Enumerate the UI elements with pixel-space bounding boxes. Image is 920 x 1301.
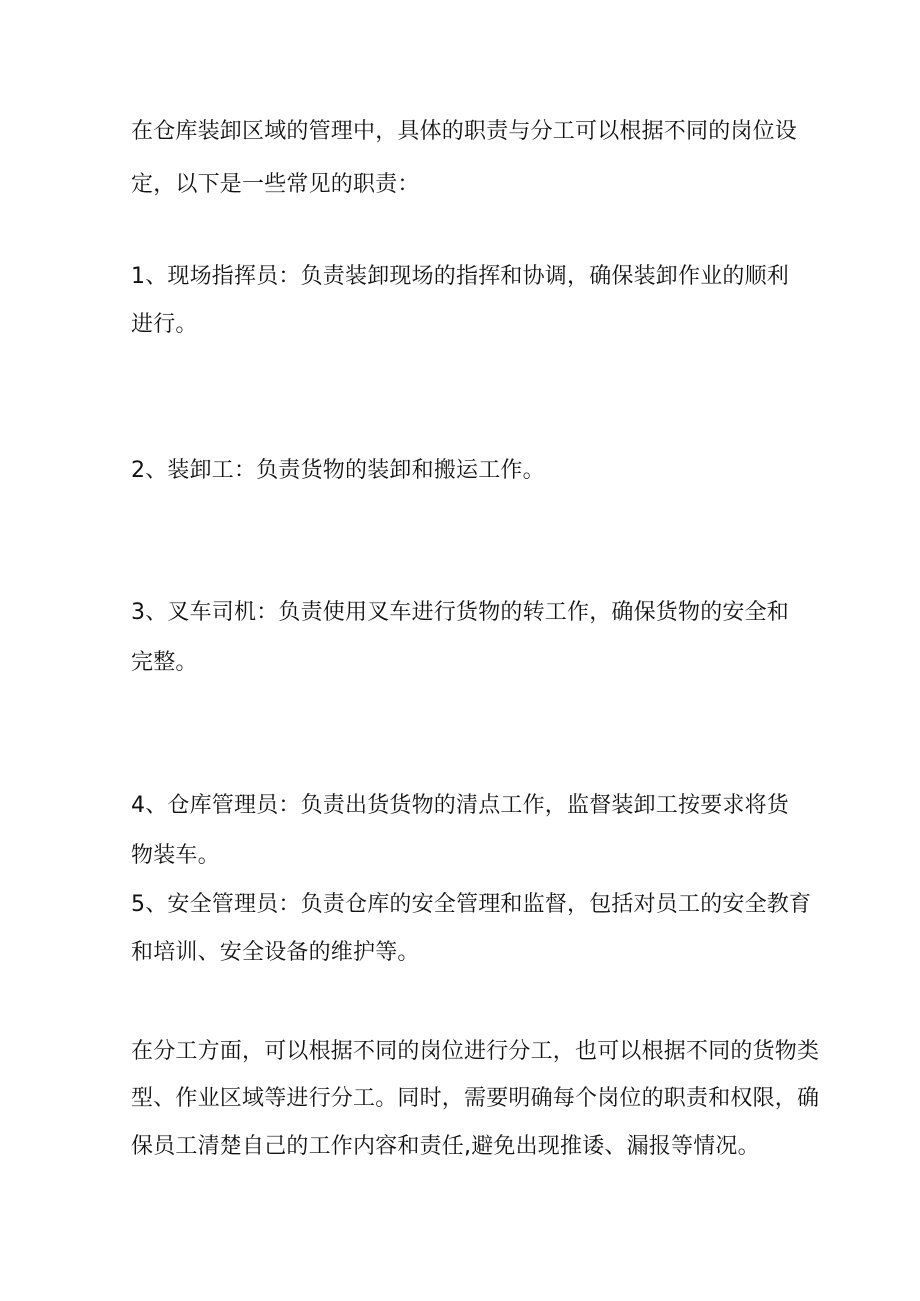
intro-line-2: 定，以下是一些常见的职责： <box>131 172 420 197</box>
item-4-line-1: 4、仓库管理员：负责出货货物的清点工作，监督装卸工按要求将货 <box>131 793 789 818</box>
item-2-line-1: 2、装卸工：负责货物的装卸和搬运工作。 <box>131 458 545 483</box>
item-4-line-2: 物装车。 <box>131 843 220 868</box>
item-3-line-1: 3、叉车司机：负责使用叉车进行货物的转工作，确保货物的安全和 <box>131 600 789 625</box>
intro-line-1: 在仓库装卸区域的管理中，具体的职责与分工可以根据不同的岗位设 <box>131 119 798 144</box>
conclusion-line-2: 型、作业区域等进行分工。同时，需要明确每个岗位的职责和权限，确 <box>131 1086 820 1111</box>
item-1-line-1: 1、现场指挥员：负责装卸现场的指挥和协调，确保装卸作业的顺利 <box>131 264 789 289</box>
item-1-line-2: 进行。 <box>131 312 198 337</box>
conclusion-line-3: 保员工清楚自己的工作内容和责任,避免出现推诿、漏报等情况。 <box>131 1134 760 1159</box>
item-5-line-1: 5、安全管理员：负责仓库的安全管理和监督，包括对员工的安全教育 <box>131 892 812 917</box>
item-5-line-2: 和培训、安全设备的维护等。 <box>131 940 420 965</box>
conclusion-line-1: 在分工方面，可以根据不同的岗位进行分工，也可以根据不同的货物类 <box>131 1039 820 1064</box>
item-3-line-2: 完整。 <box>131 650 198 675</box>
